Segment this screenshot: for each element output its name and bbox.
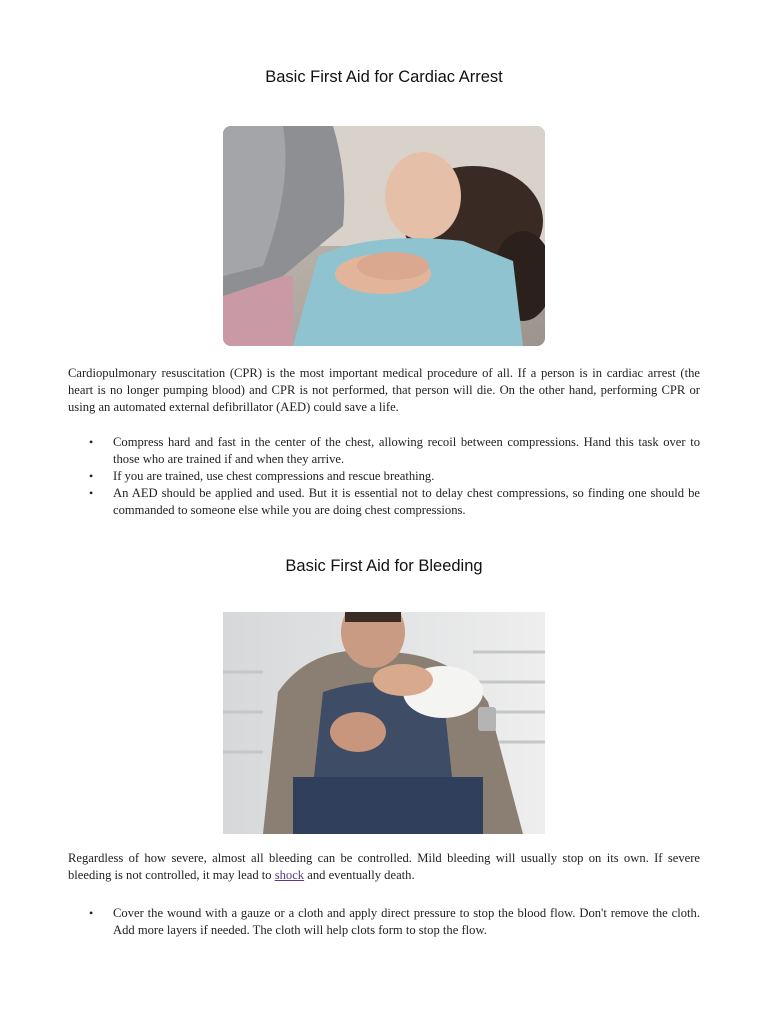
bleeding-bullet-list (68, 905, 700, 939)
heading-bleeding: Basic First Aid for Bleeding (285, 557, 483, 575)
bleeding-paragraph-text-2: and eventually death. (304, 868, 415, 882)
list-item: • An AED should be applied and used. But it is essential not to delay chest compressions, so finding one should be commanded to someone else while you are doing chest compressions. (68, 485, 700, 519)
bleeding-photo (223, 612, 545, 834)
cpr-photo (223, 126, 545, 346)
cpr-paragraph: Cardiopulmonary resuscitation (CPR) is the most important medical procedure of all. If a person is in cardiac arrest (the heart is no longer pumping blood) and CPR is not performed, that person will die. On the other hand, performing CPR or using an automated external defibrillator (AED) could save a life. (68, 366, 700, 414)
cpr-bullet-list (68, 434, 700, 519)
list-item: • Compress hard and fast in the center of the chest, allowing recoil between compressions. Hand this task over to those who are trained if and when they arrive. (68, 434, 700, 468)
bleeding-paragraph-text-1: Regardless of how severe, almost all bleeding can be controlled. Mild bleeding will usually stop on its own. If severe bleeding is not controlled, it may lead to (68, 851, 700, 882)
shock-link[interactable]: shock (274, 868, 305, 882)
bandaged-hand-illustration (223, 612, 545, 834)
heading-cardiac-arrest: Basic First Aid for Cardiac Arrest (265, 68, 503, 86)
cpr-illustration (223, 126, 545, 346)
list-item: • If you are trained, use chest compressions and rescue breathing. (68, 468, 700, 485)
list-item: • Cover the wound with a gauze or a cloth and apply direct pressure to stop the blood flow. Don't remove the cloth. Add more layers if needed. The cloth will help clots form to stop the flow. (68, 905, 700, 939)
bleeding-paragraph (68, 850, 700, 884)
